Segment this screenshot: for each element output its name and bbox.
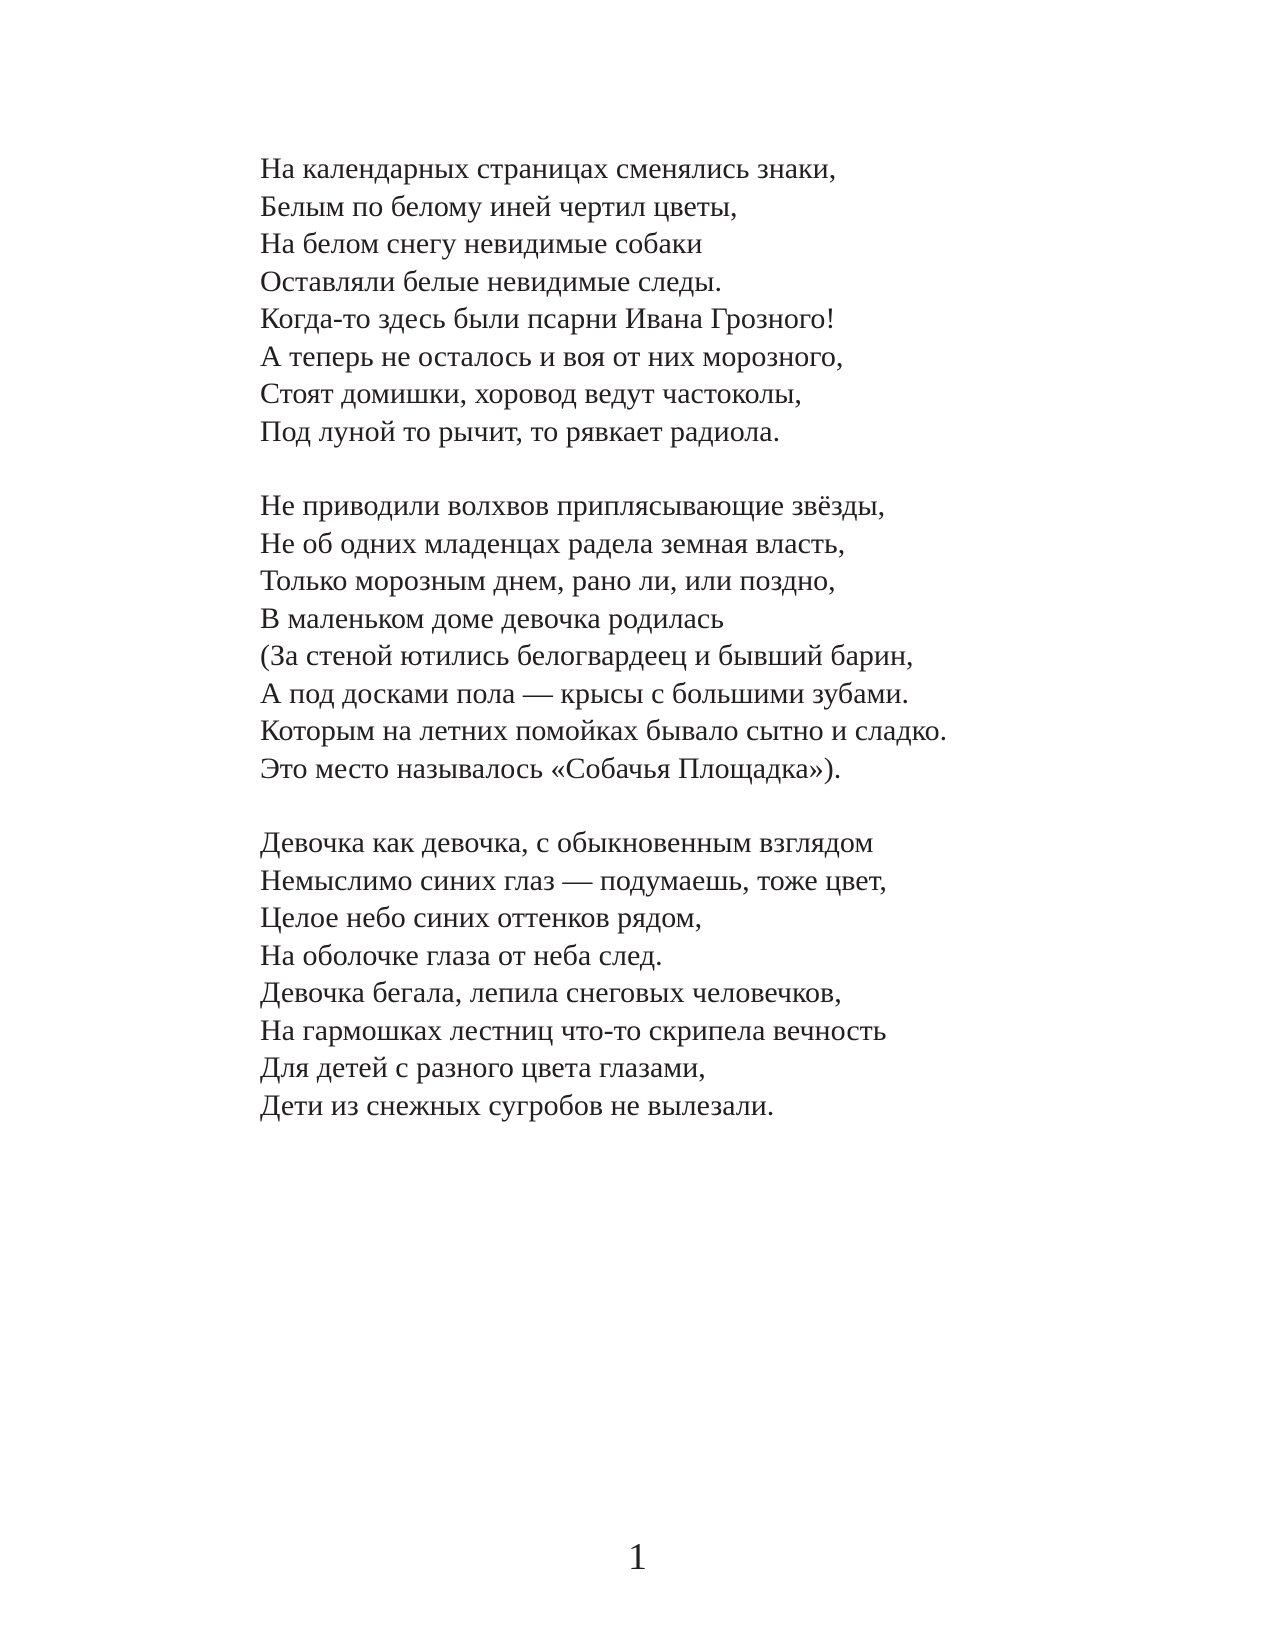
poem-line: А теперь не осталось и воя от них морозного, <box>260 339 844 373</box>
poem-line: На белом снегу невидимые собаки <box>260 227 703 260</box>
stanza-2 <box>260 487 1160 787</box>
poem-line: Под луной то рычит, то рявкает радиола. <box>260 414 781 448</box>
poem-line: Не приводили волхвов приплясывающие звёзды, <box>260 489 886 522</box>
poem-line: Когда-то здесь были псарни Ивана Грозного! <box>260 302 836 335</box>
poem-line: Белым по белому иней чертил цветы, <box>260 189 738 223</box>
poem-line: Это место называлось «Собачья Площадка»). <box>260 751 842 785</box>
poem-line: Стоят домишки, хоровод ведут частоколы, <box>260 377 802 410</box>
poem-line: В маленьком доме девочка родилась <box>260 601 724 635</box>
poem-line: Дети из снежных сугробов не вылезали. <box>260 1088 775 1122</box>
poem-line: Для детей с разного цвета глазами, <box>260 1051 706 1084</box>
poem-line: (За стеной ютились белогвардеец и бывший барин, <box>260 639 914 672</box>
poem-line: Целое небо синих оттенков рядом, <box>260 901 703 934</box>
poem-line: На гармошках лестниц что-то скрипела вечность <box>260 1013 887 1047</box>
poem-line: На календарных страницах сменялись знаки, <box>260 152 837 185</box>
poem-line: Немыслимо синих глаз — подумаешь, тоже цвет, <box>260 863 887 897</box>
page-number: 1 <box>628 1536 647 1578</box>
poem-body <box>260 150 1160 1161</box>
poem-line: Которым на летних помойках бывало сытно и сладко. <box>260 714 948 747</box>
poem-line: Девочка как девочка, с обыкновенным взглядом <box>260 826 874 859</box>
poem-line: Девочка бегала, лепила снеговых человечков, <box>260 976 842 1009</box>
poem-line: Не об одних младенцах радела земная власть, <box>260 526 846 560</box>
poem-line: Оставляли белые невидимые следы. <box>260 264 722 298</box>
stanza-3 <box>260 824 1160 1124</box>
poem-line: Только морозным днем, рано ли, или поздно, <box>260 564 836 597</box>
stanza-1 <box>260 150 1160 450</box>
poem-line: А под досками пола — крысы с большими зубами. <box>260 676 910 710</box>
poem-line: На оболочке глаза от неба след. <box>260 938 663 972</box>
